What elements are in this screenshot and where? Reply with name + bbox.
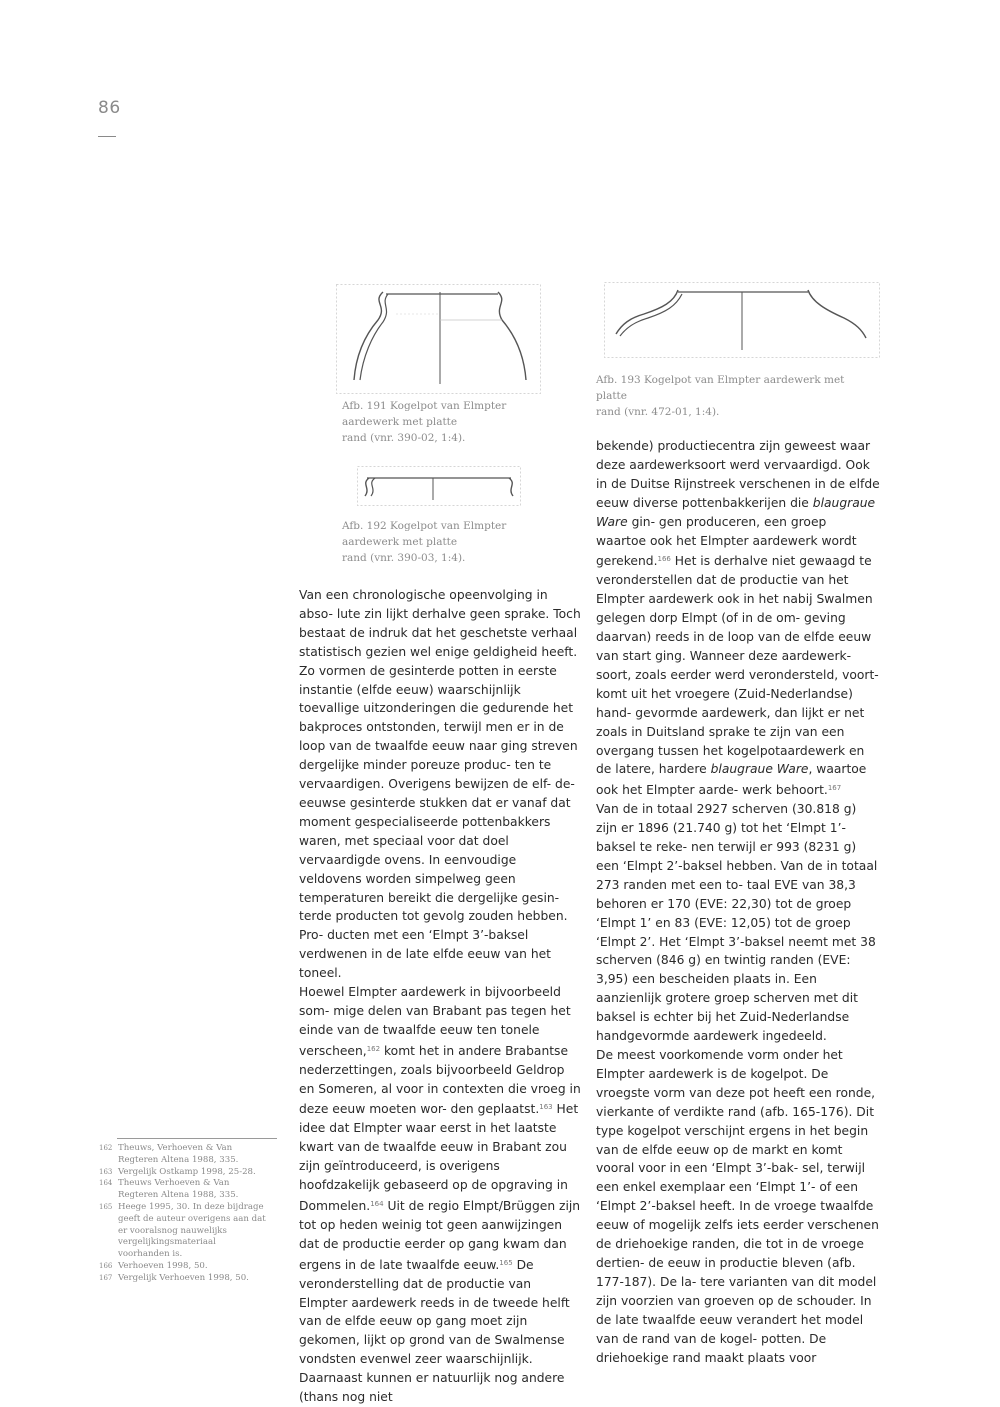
paragraph: Van een chronologische opeenvolging in abso- lute zin lijkt derhalve geen sprake. Toch bestaat de indruk dat het geschetste verhaal statistisch gezien wel enige geldigheid heeft. Zo vormen de gesinterde potten in eerste instantie (elfde eeuw) waarschijnlijk toevallige uitzonderingen die gedurende het bakproces ontstonden, terwijl men er in de loop van de twaalfde eeuw naar ging streven dergelijke minder poreuze produc- ten te vervaardigen. Overigens bewijzen de elf- de-eeuwse gesinterde stukken dat er vanaf dat moment gespecialiseerde pottenbakkers waren, met speciaal voor dat doel vervaardigde ovens. In eenvoudige veldovens worden simpelweg geen temperaturen bereikt die dergelijke gesin- terde producten tot gevolg zouden hebben. Pro- ducten met een ‘Elmpt 3’-baksel verdwenen in de late elfde eeuw van het toneel. bbox=[299, 588, 581, 981]
caption-line: rand (vnr. 390-03, 1:4). bbox=[342, 552, 466, 564]
caption-line: rand (vnr. 390-02, 1:4). bbox=[342, 432, 466, 444]
figure-192-drawing bbox=[357, 466, 521, 506]
footnote-ref[interactable]: 167 bbox=[827, 784, 842, 793]
footnote-ref[interactable]: 163 bbox=[539, 1103, 553, 1112]
footnote-ref[interactable]: 166 bbox=[657, 555, 671, 564]
caption-line: Afb. 192 Kogelpot van Elmpter aardewerk met platte bbox=[342, 520, 507, 548]
footnote-ref[interactable]: 162 bbox=[366, 1044, 381, 1053]
paragraph: Van de in totaal 2927 scherven (30.818 g) zijn er 1896 (21.740 g) tot het ‘Elmpt 1’-baksel te reke- nen terwijl er 993 (8231 g) een ‘Elmpt 2’-baksel hebben. Van de in totaal 273 randen met een to- taal EVE van 38,3 behoren er 170 (EVE: 22,30) tot de groep ‘Elmpt 1’ en 83 (EVE: 12,05) tot de groep ‘Elmpt 2’. Het ‘Elmpt 3’-baksel neemt met 38 scherven (846 g) en twintig randen (EVE: 3,95) een bescheiden plaats in. Een aanzienlijk grotere groep scherven met dit baksel is echter bij het Zuid-Nederlandse handgevormde aardewerk ingedeeld. bbox=[596, 802, 878, 1044]
footnote-ref[interactable]: 164 bbox=[370, 1200, 384, 1208]
footnote: 164 Theuws Verhoeven & Van Regteren Altena 1988, 335. bbox=[99, 1178, 239, 1201]
footnote: 162 Theuws, Verhoeven & Van Regteren Altena 1988, 335. bbox=[99, 1143, 239, 1165]
footnotes bbox=[99, 1143, 269, 1285]
figure-192-caption bbox=[342, 518, 562, 566]
figure-193-drawing bbox=[604, 282, 880, 358]
caption-line: Afb. 193 Kogelpot van Elmpter aardewerk met platte bbox=[596, 374, 845, 402]
figure-193-caption bbox=[596, 372, 876, 420]
page-number: 86 bbox=[98, 98, 121, 118]
body-column-right bbox=[596, 437, 880, 1367]
paragraph: De meest voorkomende vorm onder het Elmpter aardewerk is de kogelpot. De vroegste vorm van deze pot heeft een ronde, vierkante of verdikte rand (afb. 165-176). Dit type kogelpot verschijnt ergens in het begin van de elfde eeuw op de markt en komt vooral voor in een ‘Elmpt 3’-bak- sel, terwijl een enkel exemplaar een ‘Elmpt 1’- of een ‘Elmpt 2’-baksel heeft. In de vroege twaalfde eeuw of mogelijk zelfs iets eerder verschenen de driehoekige randen, die tot in de vroege dertien- de eeuw in productie bleven (afb. 177-187). De la- tere varianten van dit model zijn voorzien van groeven op de schouder. In de late twaalfde eeuw verandert het model van de rand van de kogel- potten. De driehoekige rand maakt plaats voor bbox=[596, 1048, 879, 1365]
figure-191-caption bbox=[342, 398, 562, 446]
footnote: 167 Vergelijk Verhoeven 1998, 50. bbox=[99, 1272, 249, 1283]
footnote-rule bbox=[117, 1138, 277, 1139]
paragraph: Hoewel Elmpter aardewerk in bijvoorbeeld som- mige delen van Brabant pas tegen het einde van de twaalfde eeuw ten tonele verscheen,$^{162}$ komt het in andere Brabantse nederzettingen, zoals bijvoorbeeld Geldrop en Someren, al voor in contexten die vroeg in deze eeuw moeten wor- den geplaatst.$^{163}$ Het idee dat Elmpter waar eerst in het laatste kwart van de twaalfde eeuw in Brabant zou zijn geïntroduceerd, is overigens hoofdzakelijk gebaseerd op de opgraving in Dommelen.$^{164}$ Uit de regio Elmpt/Brüggen zijn tot op heden weinig tot geen aanwijzingen dat de productie eerder op gang kwam dan ergens in de late twaalfde eeuw.$^{165}$ De veronderstelling dat de productie van Elmpter aardewerk reeds in de tweede helft van de elfde eeuw op gang moet zijn gekomen, lijkt op grond van de Swalmense vondsten evenwel zeer waarschijnlijk. Daarnaast kunnen er natuurlijk nog andere (thans nog niet bbox=[299, 985, 581, 1405]
body-column-left bbox=[299, 586, 581, 1407]
figure-191-drawing bbox=[336, 284, 541, 394]
caption-line: rand (vnr. 472-01, 1:4). bbox=[596, 406, 720, 418]
caption-line: Afb. 191 Kogelpot van Elmpter aardewerk met platte bbox=[342, 400, 507, 428]
footnote: 163 Vergelijk Ostkamp 1998, 25-28. bbox=[99, 1166, 256, 1177]
footnote: 165 Heege 1995, 30. In deze bijdrage geeft de auteur overigens aan dat er vooralsnog nauwelijks vergelijkingsmateriaal voorhanden is. bbox=[99, 1201, 266, 1260]
paragraph: bekende) productiecentra zijn geweest waar deze aardewerksoort werd vervaardigd. Ook in de Duitse Rijnstreek verschenen in de elfde eeuw diverse pottenbakkerijen die blaugraue Ware gin- gen produceren, een groep waartoe ook het Elmpter aardewerk wordt gerekend.$^{166}$ Het is derhalve niet gewaagd te veronderstellen dat de productie van het Elmpter aardewerk ook in het nabij Swalmen gelegen dorp Elmpt (of in de om- geving daarvan) reeds in de loop van de elfde eeuw van start ging. Wanneer deze aardewerk- soort, zoals eerder werd verondersteld, voort- komt uit het vroegere (Zuid-Nederlandse) hand- gevormde aardewerk, dan lijkt er net zoals in Duitsland sprake te zijn van een overgang tussen het kogelpotaardewerk en de latere, hardere blaugraue Ware, waartoe ook het Elmpter aarde- werk behoort.$^{167}$ bbox=[596, 439, 880, 798]
footnote: 166 Verhoeven 1998, 50. bbox=[99, 1260, 208, 1271]
page-number-rule bbox=[98, 136, 116, 137]
footnote-ref[interactable]: 165 bbox=[499, 1258, 513, 1267]
